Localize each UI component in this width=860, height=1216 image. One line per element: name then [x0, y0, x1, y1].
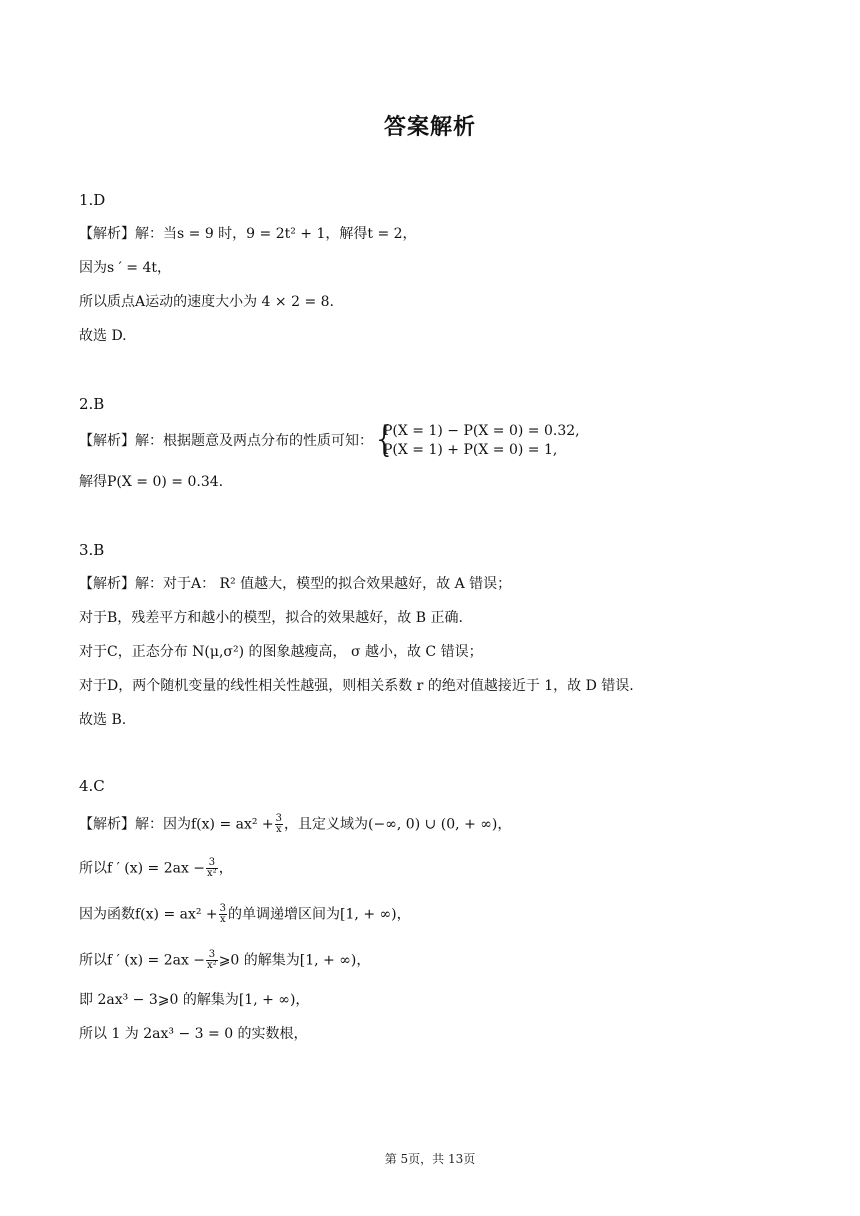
fraction-numerator: 3	[219, 903, 227, 914]
fraction	[206, 950, 218, 971]
q1-line-4: 故选 D.	[79, 328, 127, 344]
page-title: 答案解析	[383, 115, 476, 140]
equation-system	[373, 419, 580, 460]
q2-line-1	[79, 419, 580, 460]
fraction-numerator: 3	[206, 950, 218, 961]
fraction	[219, 904, 227, 925]
q3-line-3: 对于C，正态分布 N(μ,σ²) 的图象越瘦高， σ 越小，故 C 错误；	[79, 644, 483, 660]
equation-1: P(X = 1) − P(X = 0) = 0.32,	[383, 423, 580, 439]
fraction-numerator: 3	[275, 813, 283, 824]
q4-answer: 4.C	[79, 777, 105, 795]
fraction-denominator: x	[276, 824, 282, 835]
fraction-denominator: x²	[207, 960, 217, 971]
fraction	[275, 814, 283, 835]
q4-line-2-a: 所以f ′ (x) = 2ax −	[79, 860, 206, 877]
q4-line-4	[79, 950, 370, 971]
q3-answer: 3.B	[79, 541, 105, 559]
q4-line-1-a: 【解析】解：因为f(x) = ax² +	[79, 816, 274, 833]
q1-line-1: 【解析】解：当s = 9 时，9 = 2t² + 1，解得t = 2，	[79, 226, 417, 242]
page-footer: 第 5页，共 13页	[384, 1152, 476, 1166]
q4-line-3-a: 因为函数f(x) = ax² +	[79, 906, 218, 923]
q3-line-4: 对于D，两个随机变量的线性相关性越强，则相关系数 r 的绝对值越接近于 1，故 D 错误.	[79, 678, 634, 694]
fraction	[206, 858, 218, 879]
q4-line-5: 即 2ax³ − 3⩾0 的解集为[1, + ∞)，	[79, 992, 310, 1008]
q4-line-3-b: 的单调递增区间为[1, + ∞)，	[228, 906, 411, 923]
fraction-denominator: x	[220, 914, 226, 925]
q1-answer: 1.D	[79, 191, 106, 209]
q3-line-2: 对于B，残差平方和越小的模型，拟合的效果越好，故 B 正确.	[79, 610, 463, 626]
q4-line-2-b: ，	[218, 860, 233, 877]
q2-line-1-prefix: 【解析】解：根据题意及两点分布的性质可知：	[79, 433, 373, 449]
fraction-denominator: x²	[207, 868, 217, 879]
q4-line-4-a: 所以f ′ (x) = 2ax −	[79, 952, 206, 969]
q4-line-1	[79, 814, 511, 835]
q4-line-4-b: ⩾0 的解集为[1, + ∞)，	[218, 952, 371, 969]
q3-line-1: 【解析】解：对于A： R² 值越大，模型的拟合效果越好，故 A 错误；	[79, 576, 512, 592]
equation-2: P(X = 1) + P(X = 0) = 1,	[383, 442, 558, 458]
q4-line-3	[79, 904, 411, 925]
q1-line-2: 因为s ′ = 4t，	[79, 260, 171, 276]
q3-line-5: 故选 B.	[79, 712, 127, 728]
q2-answer: 2.B	[79, 395, 105, 413]
q4-line-1-b: ，且定义域为(−∞, 0) ∪ (0, + ∞)，	[284, 816, 512, 833]
q4-line-6: 所以 1 为 2ax³ − 3 = 0 的实数根，	[79, 1026, 308, 1042]
q1-line-3: 所以质点A运动的速度大小为 4 × 2 = 8.	[79, 294, 334, 310]
q2-line-2: 解得P(X = 0) = 0.34.	[79, 474, 224, 490]
q4-line-2	[79, 858, 233, 879]
brace-icon: {	[373, 419, 396, 460]
fraction-numerator: 3	[206, 858, 218, 869]
